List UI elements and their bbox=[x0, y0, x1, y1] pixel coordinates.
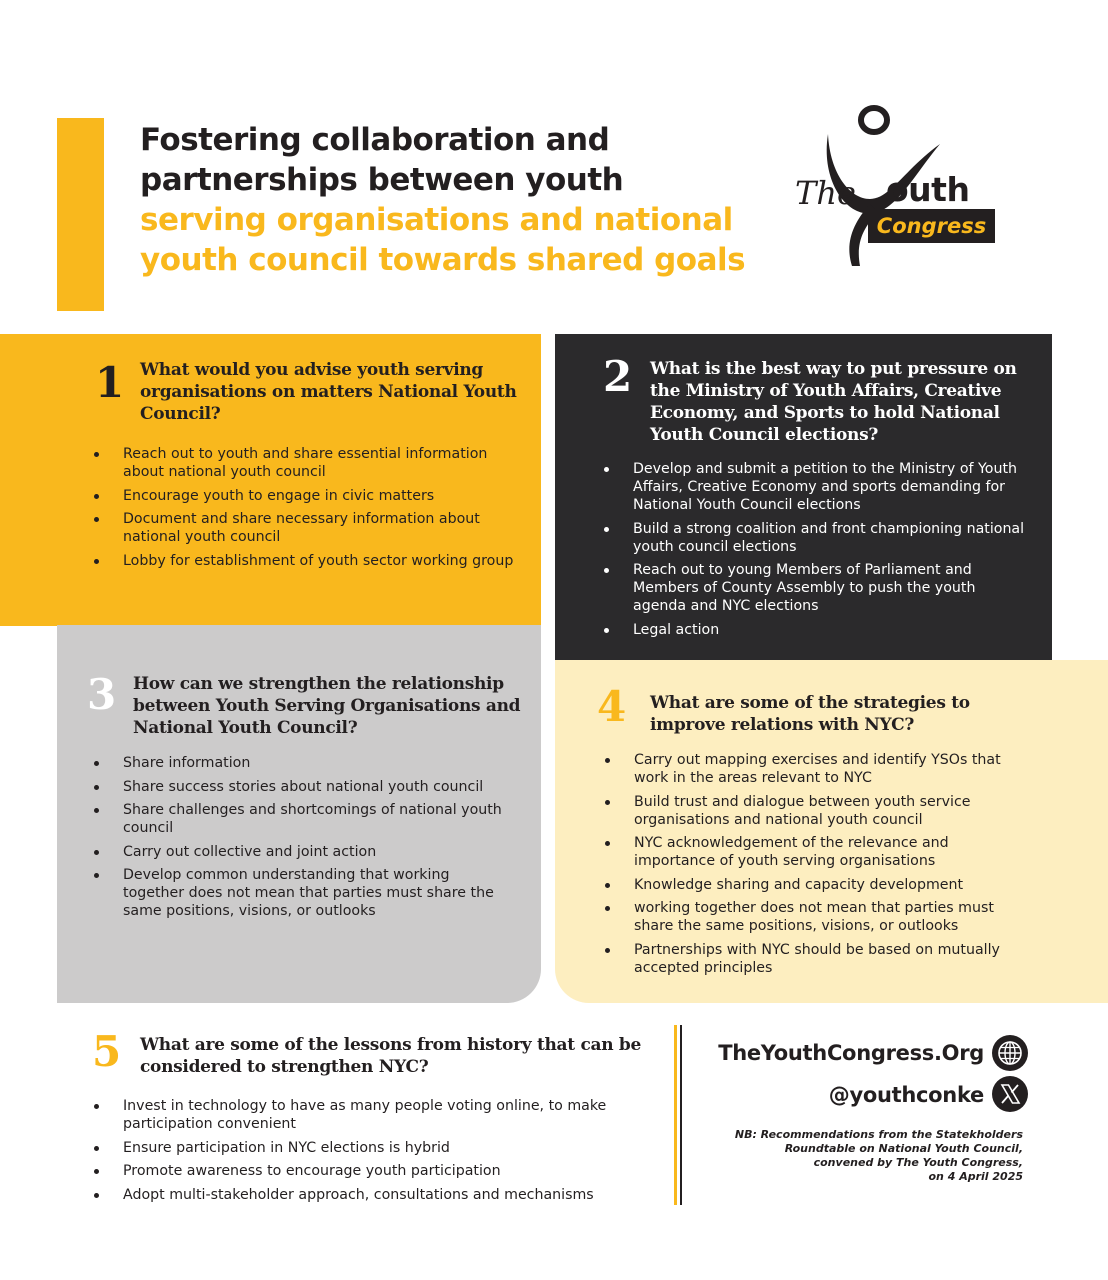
list-item: Build a strong coalition and front championing national youth council elections bbox=[604, 520, 1029, 556]
section-list bbox=[94, 754, 514, 926]
footnote-line: convened by The Youth Congress, bbox=[813, 1156, 1023, 1169]
logo-text-congress: Congress bbox=[868, 209, 995, 243]
list-item: working together does not mean that parties must share the same positions, visions, or outlooks bbox=[605, 899, 1030, 935]
list-item: Carry out collective and joint action bbox=[94, 843, 514, 861]
section-question: What are some of the lessons from history that can be considered to strengthen NYC? bbox=[140, 1035, 641, 1077]
title-line-3: serving organisations and national bbox=[140, 202, 733, 238]
list-item: Develop common understanding that working together does not mean that parties must share the same positions, visions, or outlooks bbox=[94, 866, 514, 920]
list-item: Lobby for establishment of youth sector working group bbox=[94, 552, 519, 570]
section-list bbox=[604, 460, 1029, 644]
globe-icon[interactable] bbox=[992, 1035, 1028, 1071]
page-title bbox=[140, 120, 790, 280]
title-line-2: partnerships between youth bbox=[140, 162, 624, 198]
social-handle-link[interactable]: @youthconke bbox=[828, 1083, 984, 1107]
section-list bbox=[605, 751, 1030, 982]
list-item: Share challenges and shortcomings of national youth council bbox=[94, 801, 514, 837]
section-number: 4 bbox=[597, 682, 627, 731]
section-question: What are some of the strategies to improve relations with NYC? bbox=[650, 693, 970, 735]
accent-bar bbox=[57, 118, 104, 311]
footnote bbox=[700, 1128, 1023, 1184]
list-item: Document and share necessary information about national youth council bbox=[94, 510, 519, 546]
section-question: What is the best way to put pressure on the Ministry of Youth Affairs, Creative Economy, and Sports to hold National Youth Council elections? bbox=[650, 359, 1017, 445]
section-list bbox=[94, 445, 519, 575]
list-item: Reach out to young Members of Parliament and Members of County Assembly to push the youth agenda and NYC elections bbox=[604, 561, 1029, 615]
section-3-card bbox=[57, 625, 541, 1003]
list-item: Share information bbox=[94, 754, 514, 772]
section-number: 1 bbox=[95, 358, 125, 407]
footnote-line: on 4 April 2025 bbox=[928, 1170, 1023, 1183]
website-link[interactable]: TheYouthCongress.Org bbox=[718, 1041, 984, 1065]
list-item: Encourage youth to engage in civic matters bbox=[94, 487, 519, 505]
section-number: 3 bbox=[87, 670, 117, 719]
section-1-card bbox=[0, 334, 541, 626]
list-item: Legal action bbox=[604, 621, 1029, 639]
footnote-line: Roundtable on National Youth Council, bbox=[784, 1142, 1023, 1155]
section-list bbox=[94, 1097, 664, 1209]
list-item: Develop and submit a petition to the Ministry of Youth Affairs, Creative Economy and sports demanding for National Youth Council elections bbox=[604, 460, 1029, 514]
title-line-1: Fostering collaboration and bbox=[140, 122, 610, 158]
section-number: 5 bbox=[92, 1027, 122, 1076]
section-2-card bbox=[555, 334, 1052, 664]
list-item: Reach out to youth and share essential information about national youth council bbox=[94, 445, 519, 481]
list-item: Invest in technology to have as many people voting online, to make participation convenient bbox=[94, 1097, 664, 1133]
section-question: What would you advise youth serving organisations on matters National Youth Council? bbox=[140, 360, 517, 424]
section-question: How can we strengthen the relationship between Youth Serving Organisations and National Youth Council? bbox=[133, 674, 521, 738]
section-4-card bbox=[555, 660, 1108, 1003]
footnote-line: NB: Recommendations from the Statekholders bbox=[734, 1128, 1023, 1141]
title-line-4: youth council towards shared goals bbox=[140, 242, 746, 278]
list-item: Share success stories about national youth council bbox=[94, 778, 514, 796]
list-item: Promote awareness to encourage youth participation bbox=[94, 1162, 664, 1180]
logo-text-youth: outh bbox=[886, 170, 970, 209]
section-number: 2 bbox=[603, 352, 633, 401]
x-logo-icon[interactable] bbox=[992, 1076, 1028, 1112]
divider-dark bbox=[680, 1025, 682, 1205]
divider-gold bbox=[674, 1025, 677, 1205]
list-item: Carry out mapping exercises and identify YSOs that work in the areas relevant to NYC bbox=[605, 751, 1030, 787]
logo-text-the: The bbox=[795, 174, 856, 212]
section-5 bbox=[0, 1015, 665, 1215]
list-item: Ensure participation in NYC elections is hybrid bbox=[94, 1139, 664, 1157]
list-item: Build trust and dialogue between youth service organisations and national youth council bbox=[605, 793, 1030, 829]
list-item: Adopt multi-stakeholder approach, consultations and mechanisms bbox=[94, 1186, 664, 1204]
list-item: Knowledge sharing and capacity development bbox=[605, 876, 1030, 894]
list-item: Partnerships with NYC should be based on mutually accepted principles bbox=[605, 941, 1030, 977]
list-item: NYC acknowledgement of the relevance and importance of youth serving organisations bbox=[605, 834, 1030, 870]
